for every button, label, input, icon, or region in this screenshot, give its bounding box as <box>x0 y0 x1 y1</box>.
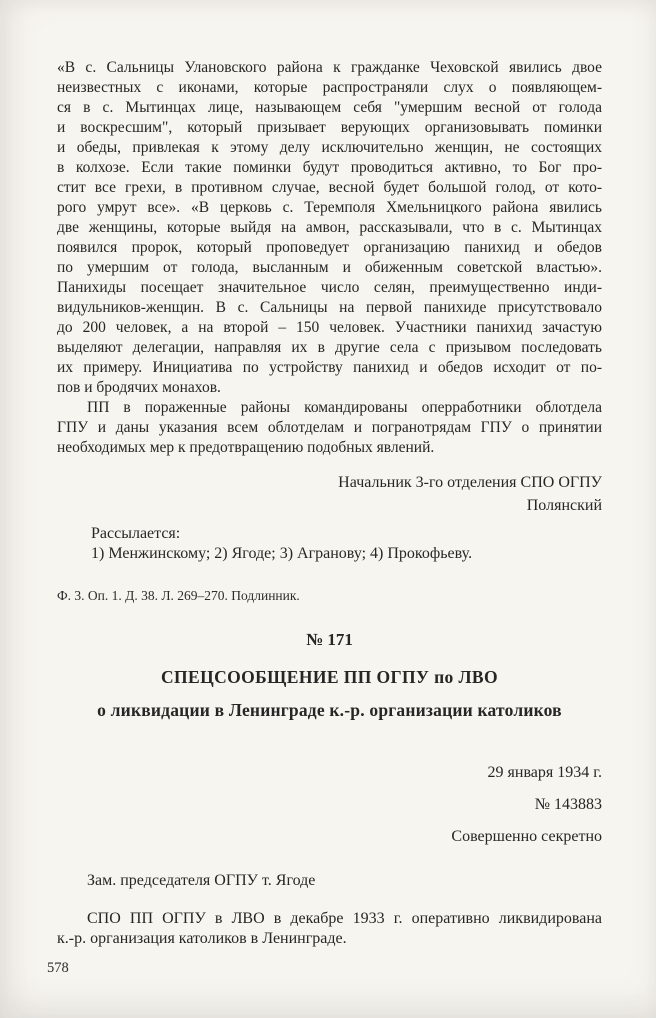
document-number-heading: № 171 <box>306 630 353 649</box>
addressee-line: Зам. председателя ОГПУ т. Ягоде <box>87 872 316 889</box>
text-line: и воскресшим", который призывает верующих организовывать поминки <box>57 119 602 136</box>
document-170-end <box>57 58 602 605</box>
text-line: неизвестных с иконами, которые распространяли слух о появляющем- <box>57 79 602 96</box>
text-line: ГПУ и даны указания всем облотделам и погранотрядам ГПУ о принятии <box>57 419 602 436</box>
distribution-block <box>91 524 602 564</box>
document-date: 29 января 1934 г. <box>487 764 602 781</box>
text-line: ПП в пораженные районы командированы оперработники облотдела <box>87 399 602 416</box>
text-line: в колхозе. Если такие поминки будут проводиться активно, то Бог про- <box>57 159 602 176</box>
doc170-measures-paragraph <box>57 398 602 458</box>
text-line: их примеру. Инициатива по устройству панихид и обедов исходит от по- <box>57 359 602 376</box>
distribution-label: Рассылается: <box>91 525 181 542</box>
text-line: необходимых мер к предотвращению подобных явлений. <box>57 439 435 456</box>
text-line: появился пророк, который проповедует организацию панихид и обедов <box>57 239 602 256</box>
text-line: по умершим от голода, высланным и обиженным советской властью». <box>57 259 602 276</box>
text-line: к.-р. организация католиков в Ленинграде. <box>57 930 347 947</box>
page-content <box>57 58 602 949</box>
doc170-report-paragraph <box>57 58 602 398</box>
text-line: и обеды, привлекая к этому делу исключительно женщин, не состоящих <box>57 139 602 156</box>
text-line: до 200 человек, а на второй – 150 человек. Участники панихид зачастую <box>57 319 602 336</box>
document-meta-block <box>57 757 602 853</box>
text-line: СПО ПП ОГПУ в ЛВО в декабре 1933 г. оперативно ликвидирована <box>87 910 602 927</box>
signature-name: Полянский <box>526 497 602 514</box>
signature-block <box>57 471 602 517</box>
text-line: Панихиды посещает значительное число селян, преимущественно инди- <box>57 279 602 296</box>
distribution-list: 1) Менжинскому; 2) Ягоде; 3) Агранову; 4) Прокофьеву. <box>91 545 473 562</box>
document-171 <box>57 629 602 949</box>
doc171-body-paragraph <box>57 909 602 949</box>
text-line: видульников-женщин. В с. Сальницы на первой панихиде присутствовало <box>57 299 602 316</box>
archive-reference: Ф. 3. Оп. 1. Д. 38. Л. 269–270. Подлинник. <box>57 588 300 603</box>
document-title: СПЕЦСООБЩЕНИЕ ПП ОГПУ по ЛВО <box>160 667 499 687</box>
text-line: пов и бродячих монахов. <box>57 379 221 396</box>
page-number: 578 <box>47 960 69 976</box>
document-subtitle: о ликвидации в Ленинграде к.-р. организации католиков <box>97 700 562 720</box>
classification-stamp: Совершенно секретно <box>451 828 602 845</box>
text-line: «В с. Сальницы Улановского района к гражданке Чеховской явились двое <box>57 59 602 76</box>
text-line: стит все грехи, в противном случае, весной будет большой голод, от кото- <box>57 179 602 196</box>
text-line: две женщины, которые выйдя на амвон, рассказывали, что в с. Мытинцах <box>57 219 602 236</box>
text-line: выделяют делегации, направляя их в другие села с призывом последовать <box>57 339 602 356</box>
text-line: рого умрут все». «В церковь с. Теремполя Хмельницкого района явились <box>57 199 602 216</box>
signature-title: Начальник 3-го отделения СПО ОГПУ <box>338 474 602 491</box>
text-line: ся в с. Мытинцах лице, называющем себя "умершим весной от голода <box>57 99 602 116</box>
document-ref-number: № 143883 <box>534 796 602 813</box>
